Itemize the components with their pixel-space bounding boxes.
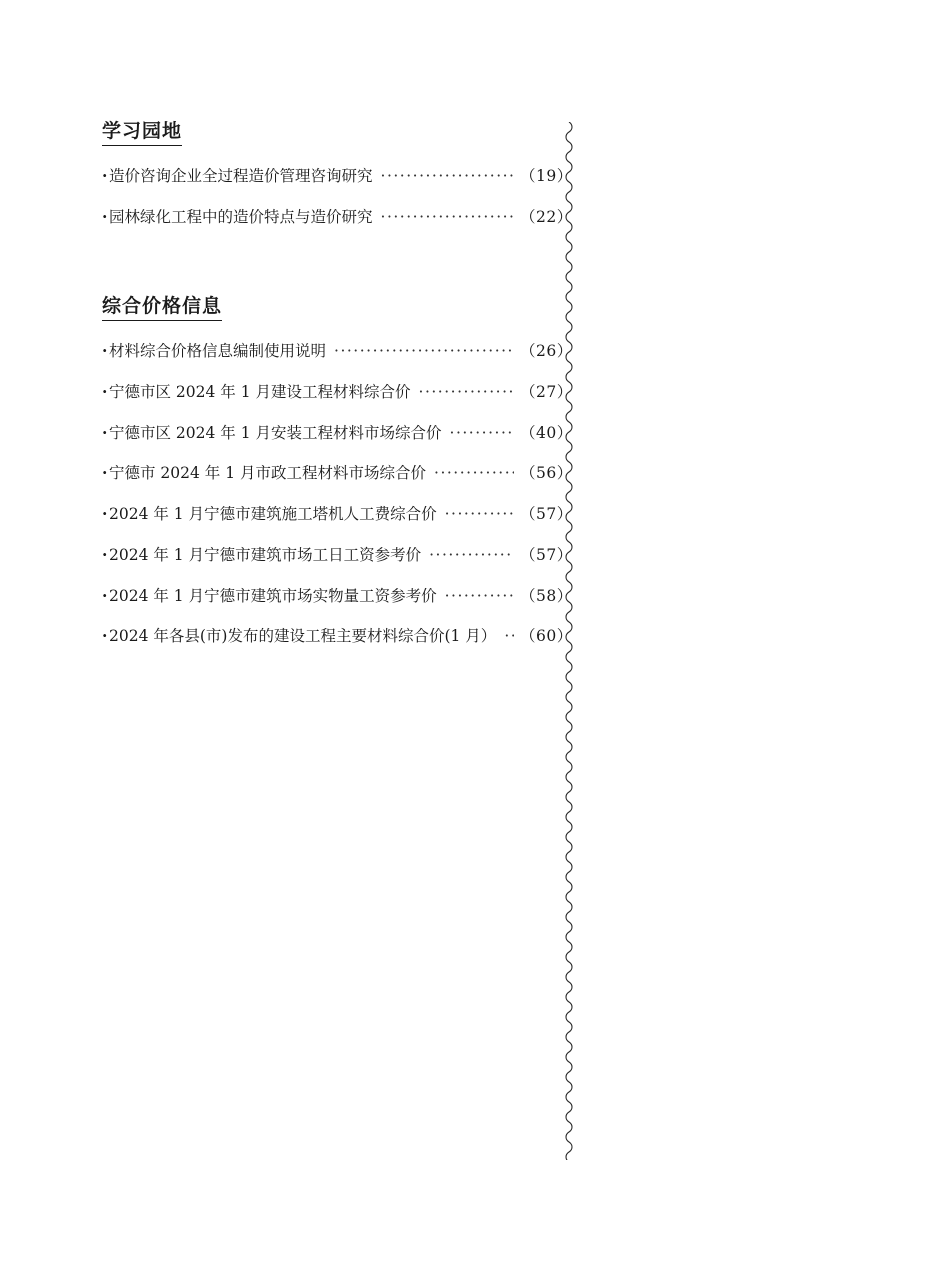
wavy-divider-line [562,122,576,1160]
dot-leader [450,413,514,454]
toc-entry[interactable] [102,331,573,372]
bullet-dot: · [102,463,108,483]
entry-title: 造价咨询企业全过程造价管理咨询研究 [109,167,373,185]
page-number: （22） [520,207,573,226]
dot-leader [429,535,514,576]
toc-entry[interactable] [102,413,573,454]
dot-leader [381,197,514,238]
toc-entry[interactable] [102,494,573,535]
bullet-dot: · [102,382,108,402]
bullet-dot: · [102,626,108,646]
section-price-info [102,293,573,657]
page-number: （60） [520,627,573,646]
dot-leader [445,576,514,617]
toc-entry[interactable] [102,197,573,238]
dot-leader [334,331,514,372]
page-number: （56） [520,464,573,483]
toc-entry[interactable] [102,576,573,617]
entry-title: 宁德市区 2024 年 1 月安装工程材料市场综合价 [109,423,442,442]
bullet-dot: · [102,206,108,226]
section-title: 综合价格信息 [102,293,222,321]
page-number: （58） [520,586,573,605]
page-number: （40） [520,423,573,442]
entry-title: 宁德市 2024 年 1 月市政工程材料市场综合价 [109,464,427,483]
toc-entry[interactable] [102,616,573,657]
toc-entry[interactable] [102,156,573,197]
entry-title: 2024 年 1 月宁德市建筑施工塔机人工费综合价 [109,505,437,524]
entry-title: 材料综合价格信息编制使用说明 [109,342,327,361]
page-number: （57） [520,505,573,524]
entry-title: 园林绿化工程中的造价特点与造价研究 [109,207,373,226]
entry-title: 2024 年各县(市)发布的建设工程主要材料综合价(1 月） [109,627,497,646]
bullet-dot: · [102,341,108,361]
section-title: 学习园地 [102,118,182,146]
bullet-dot: · [102,504,108,524]
entry-title: 宁德市区 2024 年 1 月建设工程材料综合价 [109,383,411,402]
section-learning [102,118,573,237]
page-number: （26） [520,342,573,361]
toc-entry[interactable] [102,372,573,413]
entry-title: 2024 年 1 月宁德市建筑市场实物量工资参考价 [109,586,437,605]
dot-leader [445,494,514,535]
toc-entry[interactable] [102,535,573,576]
dot-leader [434,453,514,494]
toc-entry[interactable] [102,453,573,494]
page-number: （19） [520,167,573,185]
dot-leader [504,616,514,657]
page-number: （57） [520,545,573,564]
table-of-contents [102,118,573,713]
bullet-dot: · [102,544,108,564]
page-number: （27） [520,383,573,402]
entry-title: 2024 年 1 月宁德市建筑市场工日工资参考价 [109,545,422,564]
dot-leader [381,156,514,197]
bullet-dot: · [102,585,108,605]
bullet-dot: · [102,166,108,185]
bullet-dot: · [102,422,108,442]
dot-leader [419,372,514,413]
